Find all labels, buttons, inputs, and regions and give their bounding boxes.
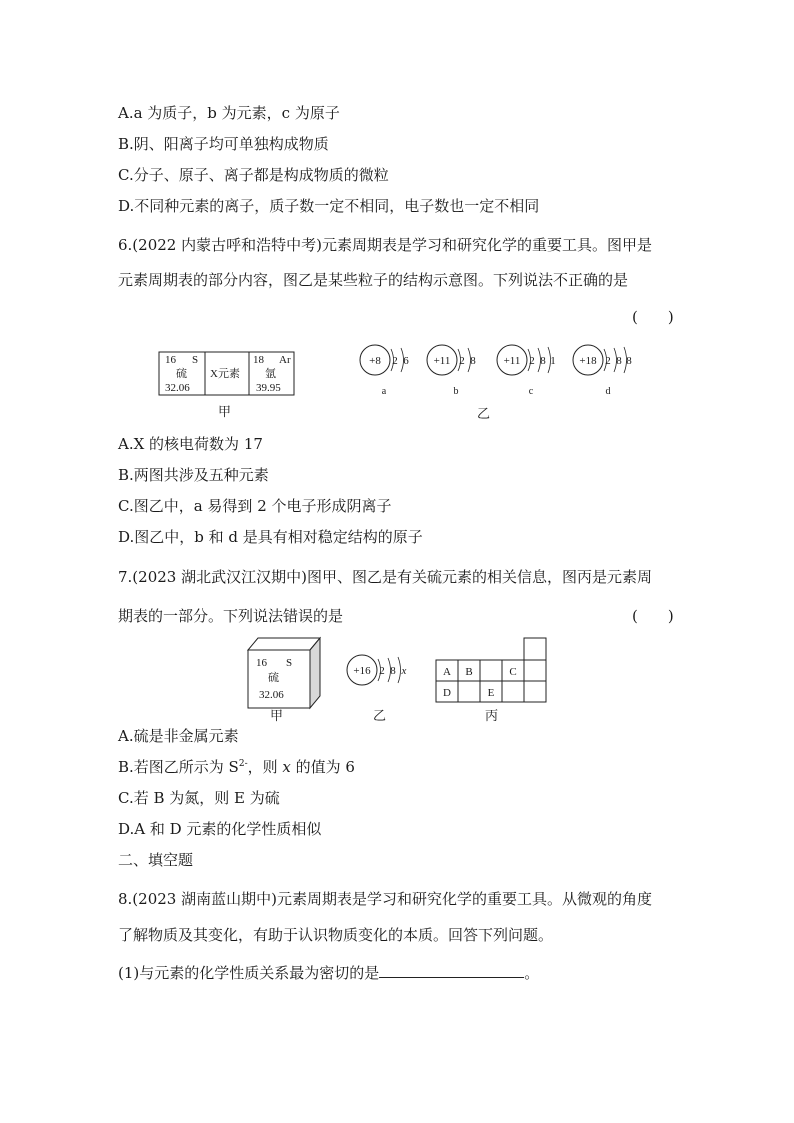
q7-answer-paren: ( ) [632,607,674,625]
particle-d [573,345,632,397]
particle-c-shell-1: 2 [529,355,535,367]
atom-shell-1: 2 [379,665,385,677]
q7-option-b-var: x [282,758,291,776]
q6-option-c: C.图乙中，a 易得到 2 个电子形成阴离子 [118,497,392,515]
particle-d-shell-1: 2 [605,355,611,367]
grid-label-e: E [487,687,495,699]
atom-shell-3: x [401,665,407,677]
periodic-table-excerpt [159,352,294,395]
particle-b-shell-1: 2 [459,355,465,367]
sulfur-number: 16 [165,354,176,366]
q6-option-d: D.图乙中，b 和 d 是具有相对稳定结构的原子 [118,528,423,546]
argon-number: 18 [253,354,264,366]
sulfur-atom [347,655,407,685]
q7-option-b [118,757,355,777]
sulfur-cube [248,638,320,708]
particle-c-nucleus: +11 [503,355,521,367]
particle-c-label: c [528,386,534,397]
particle-c-shell-3: 1 [550,355,556,367]
particle-a-shell-1: 2 [392,355,398,367]
q7-option-b-mid: ，则 [247,758,283,776]
sulfur-mass: 32.06 [165,382,190,394]
q8-stem-line2: 了解物质及其变化，有助于认识物质变化的本质。回答下列问题。 [118,926,554,944]
q7-stem-line1: 7.(2023 湖北武汉江汉期中)图甲、图乙是有关硫元素的相关信息，图丙是元素周 [118,568,652,586]
q7-option-c: C.若 B 为氮，则 E 为硫 [118,789,280,807]
atom-shell-2: 8 [390,665,396,677]
argon-name: 氩 [265,368,276,380]
grid-label-d: D [443,687,451,699]
q7-option-a: A.硫是非金属元素 [118,727,239,745]
section-heading: 二、填空题 [118,851,194,869]
q7-stem-line2: 期表的一部分。下列说法错误的是 [118,607,344,625]
cube-mass: 32.06 [259,689,284,701]
particle-d-nucleus: +18 [579,355,597,367]
q6-stem-line1: 6.(2022 内蒙古呼和浩特中考)元素周期表是学习和研究化学的重要工具。图甲是 [118,236,652,254]
q6-option-b: B.两图共涉及五种元素 [118,466,269,484]
q7-option-b-sup: 2- [238,759,248,769]
cube-symbol: S [286,657,293,669]
q7-caption-yi: 乙 [373,708,387,723]
particle-c [497,345,556,397]
cube-name: 硫 [268,672,279,684]
q5-option-a: A.a 为质子，b 为元素，c 为原子 [118,104,340,122]
q5-option-d: D.不同种元素的离子，质子数一定不相同，电子数也一定不相同 [118,197,540,215]
q5-option-b: B.阴、阳离子均可单独构成物质 [118,135,329,153]
q7-option-d: D.A 和 D 元素的化学性质相似 [118,820,322,838]
q7-option-b-post: 的值为 6 [290,758,355,776]
q8-sub1-end: 。 [524,964,540,982]
q6-option-a: A.X 的核电荷数为 17 [118,435,263,453]
particle-d-shell-3: 8 [626,355,632,367]
particle-b-shell-2: 8 [470,355,476,367]
q6-stem-line2: 元素周期表的部分内容，图乙是某些粒子的结构示意图。下列说法不正确的是 [118,271,629,289]
grid-label-c: C [509,666,517,678]
particle-a-label: a [381,386,387,397]
q8-sub1 [118,963,539,983]
q8-sub1-text: (1)与元素的化学性质关系最为密切的是 [118,964,380,982]
q8-sub1-blank[interactable] [379,963,524,978]
particle-d-label: d [605,386,611,397]
q5-option-c: C.分子、原子、离子都是构成物质的微粒 [118,166,389,184]
particle-b-nucleus: +11 [433,355,451,367]
particle-a-shell-2: 6 [403,355,409,367]
x-element-label: X元素 [210,368,240,380]
q7-figure [240,632,560,724]
particle-c-shell-2: 8 [540,355,546,367]
q6-answer-paren: ( ) [632,308,674,326]
cube-number: 16 [256,657,267,669]
q6-caption-jia: 甲 [218,404,232,419]
sulfur-symbol: S [192,354,199,366]
q8-stem-line1: 8.(2023 湖南蓝山期中)元素周期表是学习和研究化学的重要工具。从微观的角度 [118,890,652,908]
sulfur-name: 硫 [176,368,187,380]
grid-label-a: A [443,666,451,678]
q6-caption-yi: 乙 [477,406,491,421]
particle-a [360,345,409,397]
argon-symbol: Ar [279,354,291,366]
particle-a-nucleus: +8 [369,355,381,367]
particle-b [427,345,476,397]
q7-caption-jia: 甲 [270,708,284,723]
q6-figure [150,336,690,428]
argon-mass: 39.95 [256,382,281,394]
grid-label-b: B [465,666,473,678]
q7-option-b-pre: B.若图乙所示为 S [118,758,239,776]
particle-b-label: b [453,386,459,397]
particle-d-shell-2: 8 [616,355,622,367]
q7-caption-bing: 丙 [485,708,499,723]
atom-nucleus: +16 [353,665,371,677]
